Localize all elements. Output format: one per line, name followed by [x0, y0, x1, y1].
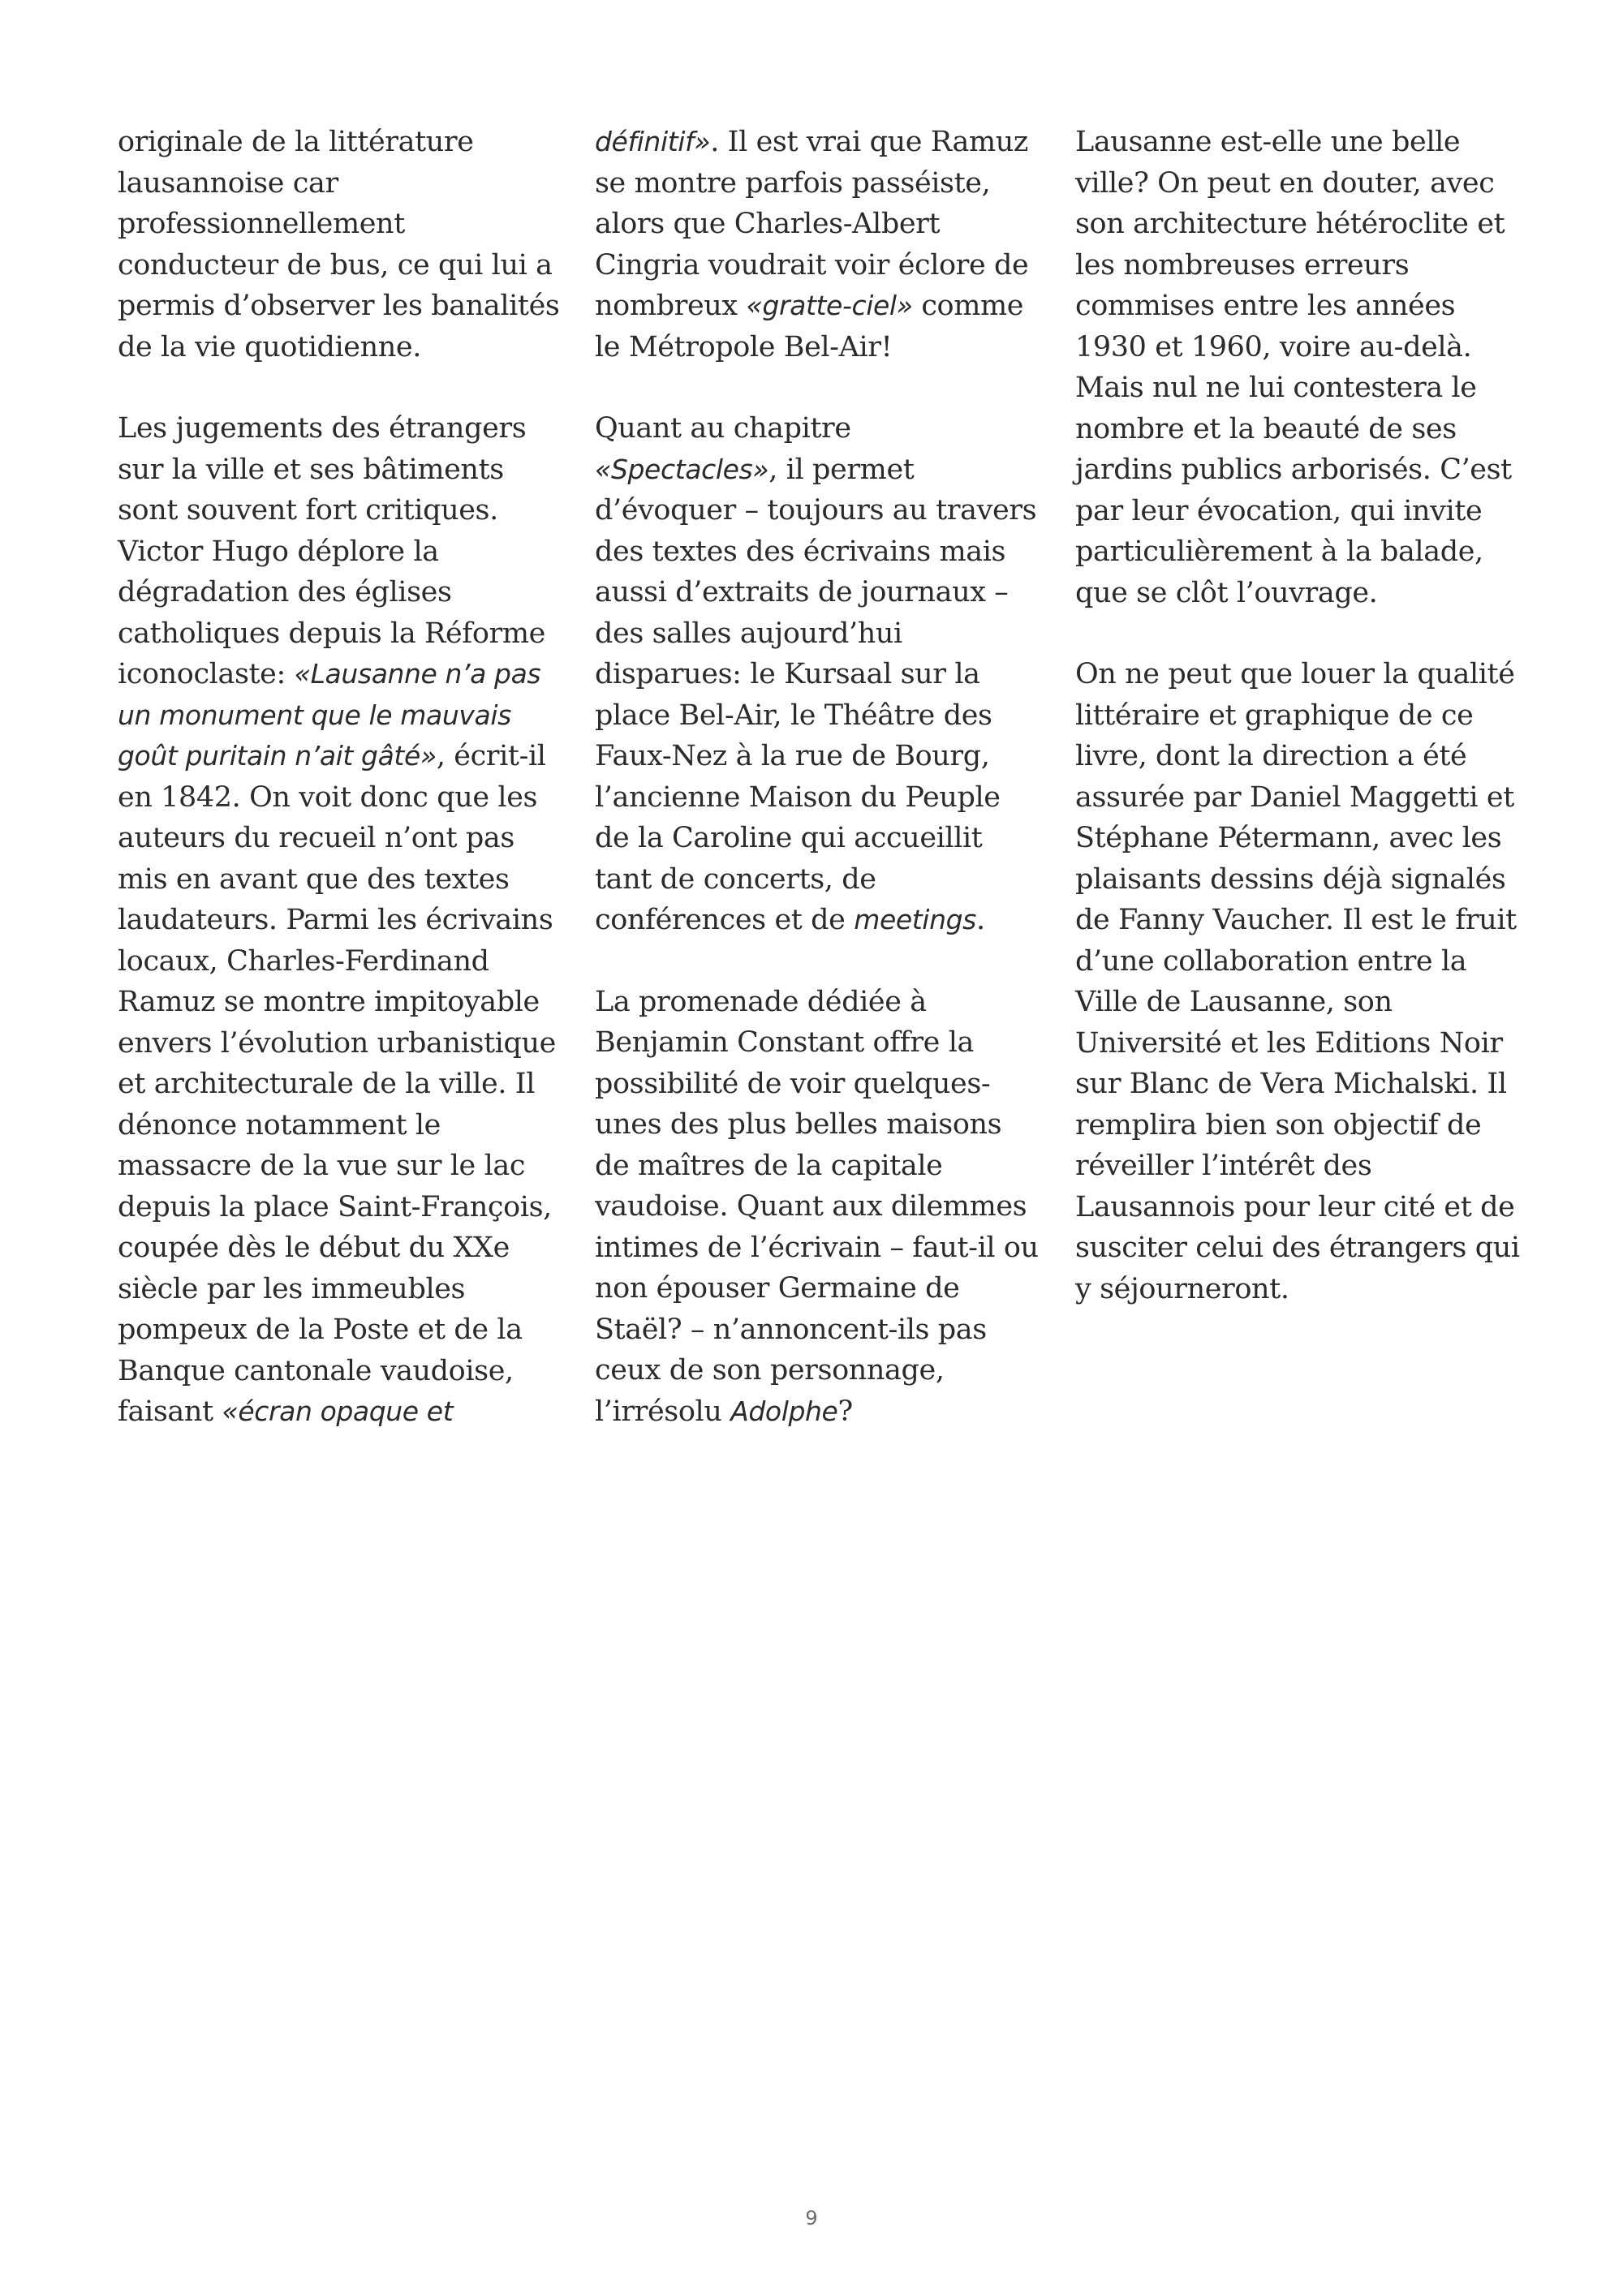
page-number: 9	[805, 2207, 818, 2229]
text-run: ?	[837, 1395, 853, 1428]
paragraph	[595, 122, 1040, 368]
text-run: La promenade dédiée à Benjamin Constant offre la possibilité de voir quelques-unes des plus belles maisons de maîtres de la capitale vaudoise. Quant aux dilemmes intimes de l’écrivain – faut-il ou non épouser Germaine de Staël? – n’annoncent-ils pas ceux de son personnage, l’irrésolu	[595, 985, 1039, 1428]
text-run: , il permet d’évoquer – toujours au travers des textes des écrivains mais aussi d’extraits de journaux – des salles aujourd’hui disparues: le Kursaal sur la place Bel-Air, le Théâtre des Faux-Nez à la rue de Bourg, l’ancienne Maison du Peuple de la Caroline qui accueillit tant de concerts, de conférences et de	[595, 453, 1037, 936]
text-run: Les jugements des étrangers sur la ville et ses bâtiments sont souvent fort critiques. Victor Hugo déplore la dégradation des églises catholiques depuis la Réforme iconoclaste:	[118, 412, 545, 690]
text-run: On ne peut que louer la qualité littéraire et graphique de ce livre, dont la direction a été assurée par Daniel Maggetti et Stéphane Pétermann, avec les plaisants dessins déjà signalés de Fanny Vaucher. Il est le fruit d’une collaboration entre la Ville de Lausanne, son Université et les Editions Noir sur Blanc de Vera Michalski. Il remplira bien son objectif de réveiller l’intérêt des Lausannois pour leur cité et de susciter celui des étrangers qui y séjourneront.	[1075, 658, 1520, 1305]
text-run: Lausanne est-elle une belle ville? On peut en douter, avec son architecture hétéroclite et les nombreuses erreurs commises entre les années 1930 et 1960, voire au-delà. Mais nul ne lui contestera le nombre et la beauté de ses jardins publics arborisés. C’est par leur évocation, qui invite particulièrement à la balade, que se clôt l’ouvrage.	[1075, 126, 1512, 609]
italic-quote: «Lausanne n’a pas un monument que le mauvais goût puritain n’ait gâté»	[118, 658, 541, 772]
text-column-3	[1075, 122, 1520, 1309]
text-run: , écrit-il en 1842. On voit donc que les auteurs du recueil n’ont pas mis en avant que des textes laudateurs. Parmi les écrivains locaux, Charles-Ferdinand Ramuz se montre impitoyable envers l’évolution urbanistique et architecturale de la ville. Il dénonce notamment le massacre de la vue sur le lac depuis la place Saint-François, coupée dès le début du XXe siècle par les immeubles pompeux de la Poste et de la Banque cantonale vaudoise, faisant	[118, 740, 556, 1428]
italic-title: Adolphe	[730, 1395, 838, 1427]
italic-term: meetings	[854, 904, 976, 935]
text-column-1	[118, 122, 562, 1433]
text-run: Quant au chapitre	[595, 412, 851, 445]
text-column-2	[595, 122, 1040, 1432]
paragraph	[118, 408, 562, 1433]
italic-quote: «gratte-ciel»	[746, 290, 913, 321]
text-run: .	[975, 904, 985, 936]
paragraph	[1075, 122, 1520, 613]
text-run: originale de la littérature lausannoise car professionnellement conducteur de bus, ce qui lui a permis d’observer les banalités de la vie quotidienne.	[118, 126, 560, 363]
text-run: . Il est vrai que Ramuz se montre parfois passéiste, alors que Charles-Albert Cingria voudrait voir éclore de nombreux	[595, 126, 1029, 322]
paragraph	[595, 982, 1040, 1433]
paragraph	[1075, 654, 1520, 1309]
text-run: comme le Métropole Bel-Air!	[595, 290, 1024, 363]
italic-quote: «écran opaque et	[222, 1395, 454, 1427]
italic-quote: définitif»	[595, 126, 711, 157]
paragraph	[118, 122, 562, 368]
italic-quote: «Spectacles»	[595, 453, 769, 485]
paragraph	[595, 408, 1040, 941]
